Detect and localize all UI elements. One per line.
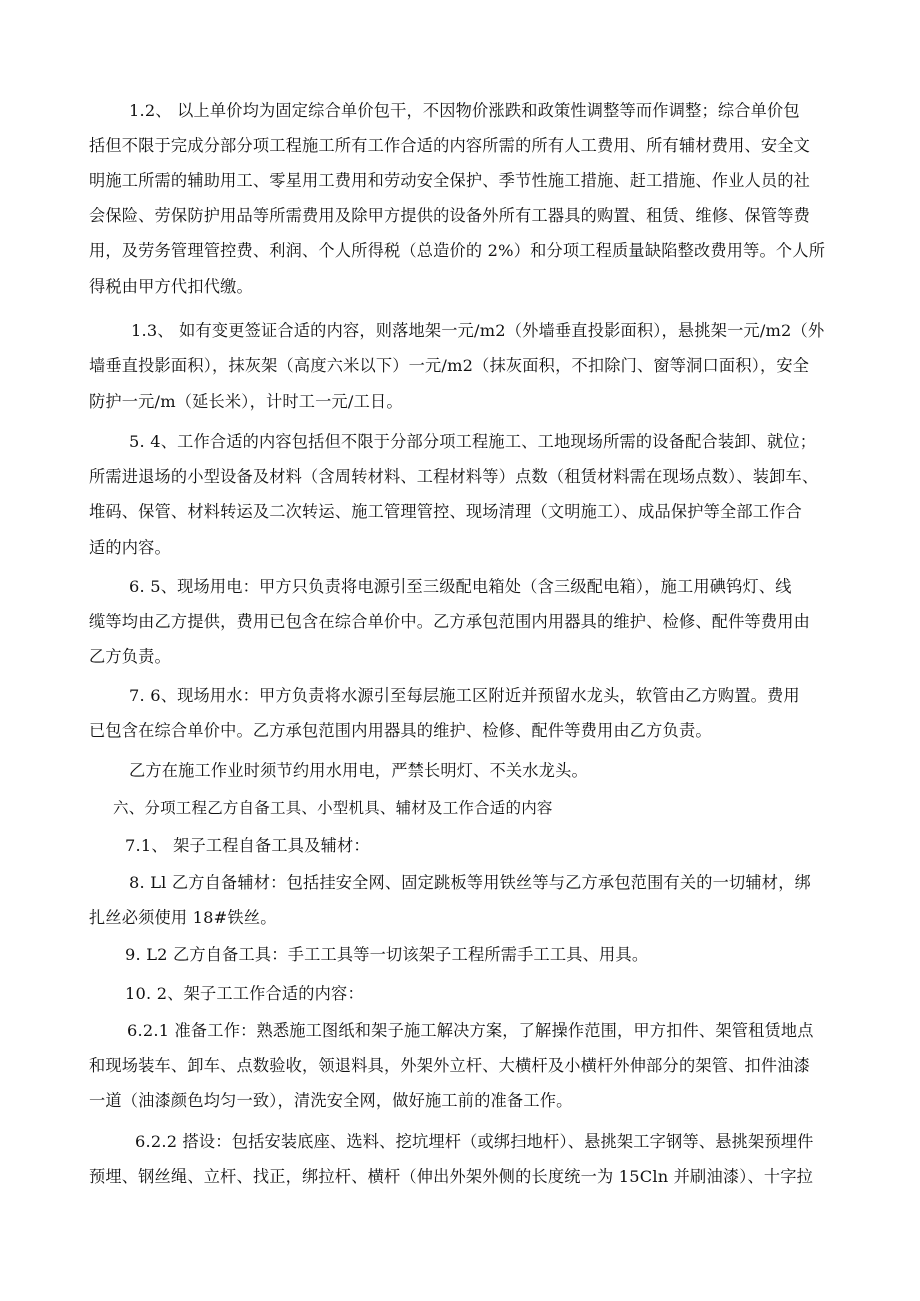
text-line: 得税由甲方代扣代缴。 <box>89 277 253 296</box>
text-line: 堆码、保管、材料转运及二次转运、施工管理管控、现场清理（文明施工）、成品保护等全部工作合 <box>89 502 802 521</box>
text-line: 和现场装车、卸车、点数验收，领退料具，外架外立杆、大横杆及小横杆外伸部分的架管、扣件油漆 <box>89 1056 811 1075</box>
text-line: 7.1、 架子工程自备工具及辅材： <box>125 836 370 855</box>
text-line: 乙方在施工作业时须节约用水用电，严禁长明灯、不关水龙头。 <box>129 761 588 780</box>
text-line: 缆等均由乙方提供，费用已包含在综合单价中。乙方承包范围内用器具的维护、检修、配件等费用由 <box>89 612 811 631</box>
section-heading: 六、分项工程乙方自备工具、小型机具、辅材及工作合适的内容 <box>113 799 553 817</box>
text-line: 6.2.2 搭设：包括安装底座、选料、挖坑埋杆（或绑扫地杆）、悬挑架工字钢等、悬挑架预埋件 <box>135 1132 814 1151</box>
text-line: 预埋、钢丝绳、立杆、找正，绑拉杆、横杆（伸出外架外侧的长度统一为 15Cln 并刷油漆）、十字拉 <box>89 1167 814 1186</box>
text-line: 8. Ll 乙方自备辅材：包括挂安全网、固定跳板等用铁丝等与乙方承包范围有关的一切辅材，绑 <box>129 873 811 892</box>
text-line: 括但不限于完成分部分项工程施工所有工作合适的内容所需的所有人工费用、所有辅材费用、安全文 <box>89 136 811 155</box>
text-line: 6.2.1 准备工作：熟悉施工图纸和架子施工解决方案，了解操作范围，甲方扣件、架管租赁地点 <box>127 1021 814 1040</box>
text-line: 7. 6、现场用水：甲方负责将水源引至每层施工区附近并预留水龙头，软管由乙方购置。费用 <box>129 686 800 705</box>
text-line: 墙垂直投影面积），抹灰架（高度六米以下）一元/m2（抹灰面积，不扣除门、窗等洞口面积），安全 <box>89 356 810 375</box>
text-line: 1.2、 以上单价均为固定综合单价包干，不因物价涨跌和政策性调整等而作调整；综合单价包 <box>129 101 800 120</box>
text-line: 扎丝必须使用 18#铁丝。 <box>89 908 277 927</box>
text-line: 9. L2 乙方自备工具：手工工具等一切该架子工程所需手工工具、用具。 <box>125 945 649 964</box>
text-line: 明施工所需的辅助用工、零星用工费用和劳动安全保护、季节性施工措施、赶工措施、作业人员的社 <box>89 171 811 190</box>
text-line: 所需进退场的小型设备及材料（含周转材料、工程材料等）点数（租赁材料需在现场点数）、装卸车、 <box>89 467 819 486</box>
text-line: 防护一元/m（延长米），计时工一元/工日。 <box>89 392 403 411</box>
text-line: 5. 4、工作合适的内容包括但不限于分部分项工程施工、工地现场所需的设备配合装卸、就位； <box>129 432 817 451</box>
text-line: 10. 2、架子工工作合适的内容： <box>125 984 364 1003</box>
text-line: 适的内容。 <box>89 538 171 557</box>
text-line: 1.3、 如有变更签证合适的内容，则落地架一元/m2（外墙垂直投影面积），悬挑架一元/m2（外 <box>131 321 825 340</box>
text-line: 用，及劳务管理管控费、利润、个人所得税（总造价的 2%）和分项工程质量缺陷整改费用等。个人所 <box>89 241 826 260</box>
text-line: 一道（油漆颜色均匀一致），清洗安全网，做好施工前的准备工作。 <box>89 1091 573 1110</box>
text-line: 乙方负责。 <box>89 647 171 666</box>
text-line: 6. 5、现场用电：甲方只负责将电源引至三级配电箱处（含三级配电箱），施工用碘钨灯、线 <box>129 577 792 596</box>
text-line: 已包含在综合单价中。乙方承包范围内用器具的维护、检修、配件等费用由乙方负责。 <box>89 721 712 740</box>
text-line: 会保险、劳保防护用品等所需费用及除甲方提供的设备外所有工器具的购置、租赁、维修、保管等费 <box>89 206 811 225</box>
